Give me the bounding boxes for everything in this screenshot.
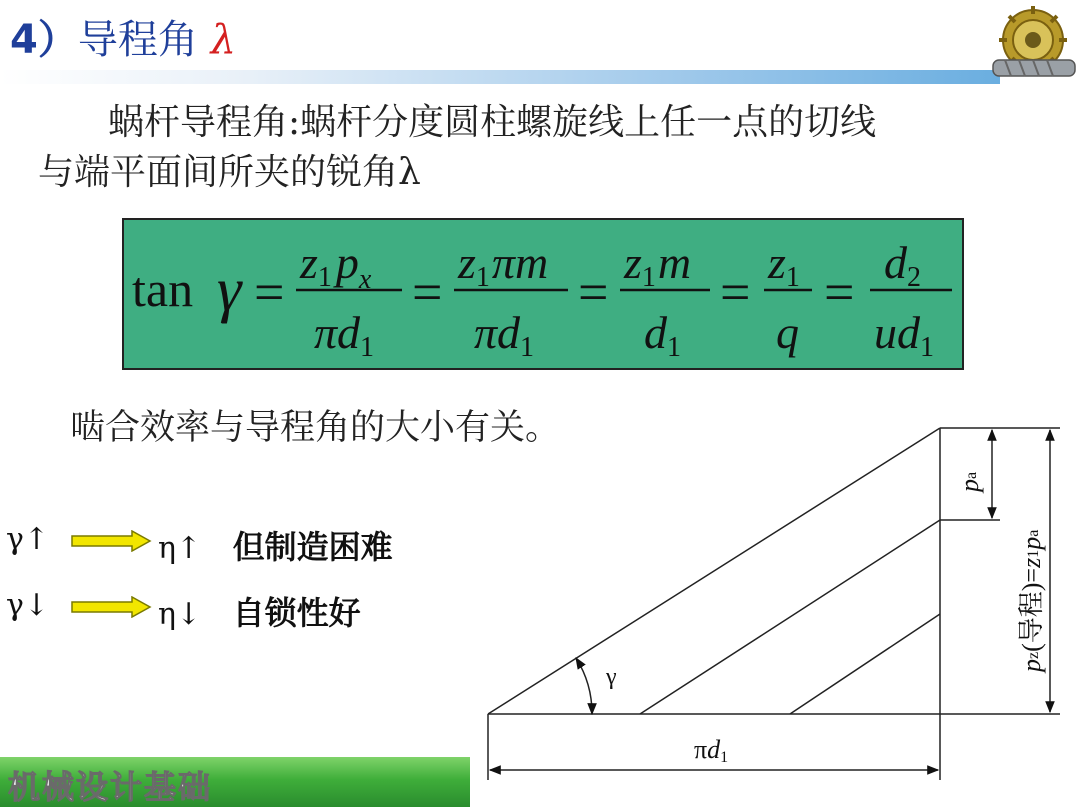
definition-line-2: 与端平面间所夹的锐角λ [38,152,421,193]
eta-down: η↓ [158,597,202,632]
base-pi: π [694,735,708,764]
f1-den-sub: 1 [360,332,375,363]
result-self-locking-good: 自锁性好 [232,594,361,632]
f3-num-sub: 1 [641,262,656,293]
f5-num-sub: 2 [907,262,921,293]
f2-den-pi: π [474,307,498,358]
f1-den-pi: π [314,307,338,358]
formula-eq-4: = [720,262,751,322]
eta-up: η↑ [158,531,202,566]
f1-num-p: p [335,237,359,288]
f4-den-q: q [776,307,799,358]
f3-den-sub: 1 [667,332,681,363]
gamma-down: γ↓ [6,588,50,623]
f4-num-z: z [768,237,786,288]
f5-num-d: d [884,237,907,288]
f1-num-psub: x [358,264,372,295]
svg-text:pz(导程)=z1pa [1017,530,1046,674]
f3-num-z: z [624,237,642,288]
pz-zsub: 1 [1025,549,1042,558]
angle-gamma-label: γ [606,664,617,690]
pz-p: p [1017,659,1046,672]
definition-line-1: 蜗杆导程角:蜗杆分度圆柱螺旋线上任一点的切线 [108,102,877,143]
formula-eq-3: = [578,262,609,322]
pz-p2: p [1017,536,1046,550]
f1-num-z: z [300,237,318,288]
svg-text:pa [955,472,984,494]
pz-z: z [1017,557,1046,568]
pz-p2sub: a [1025,529,1042,537]
efficiency-note: 啮合效率与导程角的大小有关。 [70,408,561,448]
helix-line-1 [488,428,940,714]
helix-line-3 [790,614,940,714]
helix-line-2 [640,520,940,714]
result-manufacturing-difficult: 但制造困难 [232,528,393,566]
base-d: d [707,735,721,764]
f5-den-u: u [874,307,897,358]
base-sub: 1 [720,749,729,766]
pa-sub: a [963,471,980,479]
gamma-up: γ↑ [6,522,50,557]
f2-num-z: z [458,237,476,288]
title-text: 导程角 [77,17,198,63]
formula-gamma: γ [217,256,242,324]
f3-num-m: m [657,237,692,288]
formula-eq-5: = [824,262,855,322]
f2-num-sub: 1 [475,262,490,293]
f1-den-d: d [337,307,361,358]
f2-den-d: d [497,307,521,358]
f5-den-sub: 1 [920,332,934,363]
svg-text:πd1 [694,735,728,766]
f2-num-pi: π [491,237,515,288]
f1-num-sub: 1 [317,262,332,293]
pa-p: p [955,479,984,492]
formula-tan: tan [132,261,194,317]
f4-num-sub: 1 [785,262,800,293]
title-number: 4） [10,17,78,63]
angle-arc [576,658,592,714]
f2-den-sub: 1 [520,332,535,363]
pz-sub: z [1025,651,1042,659]
f3-den-d: d [644,307,667,358]
pz-paren: (导程)= [1017,567,1046,652]
formula-eq-2: = [412,262,443,322]
footer-course-title: 机械设计基础 [8,768,213,806]
f5-den-d: d [897,307,920,358]
title-symbol: λ [210,17,236,63]
f2-num-m: m [514,237,549,288]
formula-eq-1: = [254,262,285,322]
